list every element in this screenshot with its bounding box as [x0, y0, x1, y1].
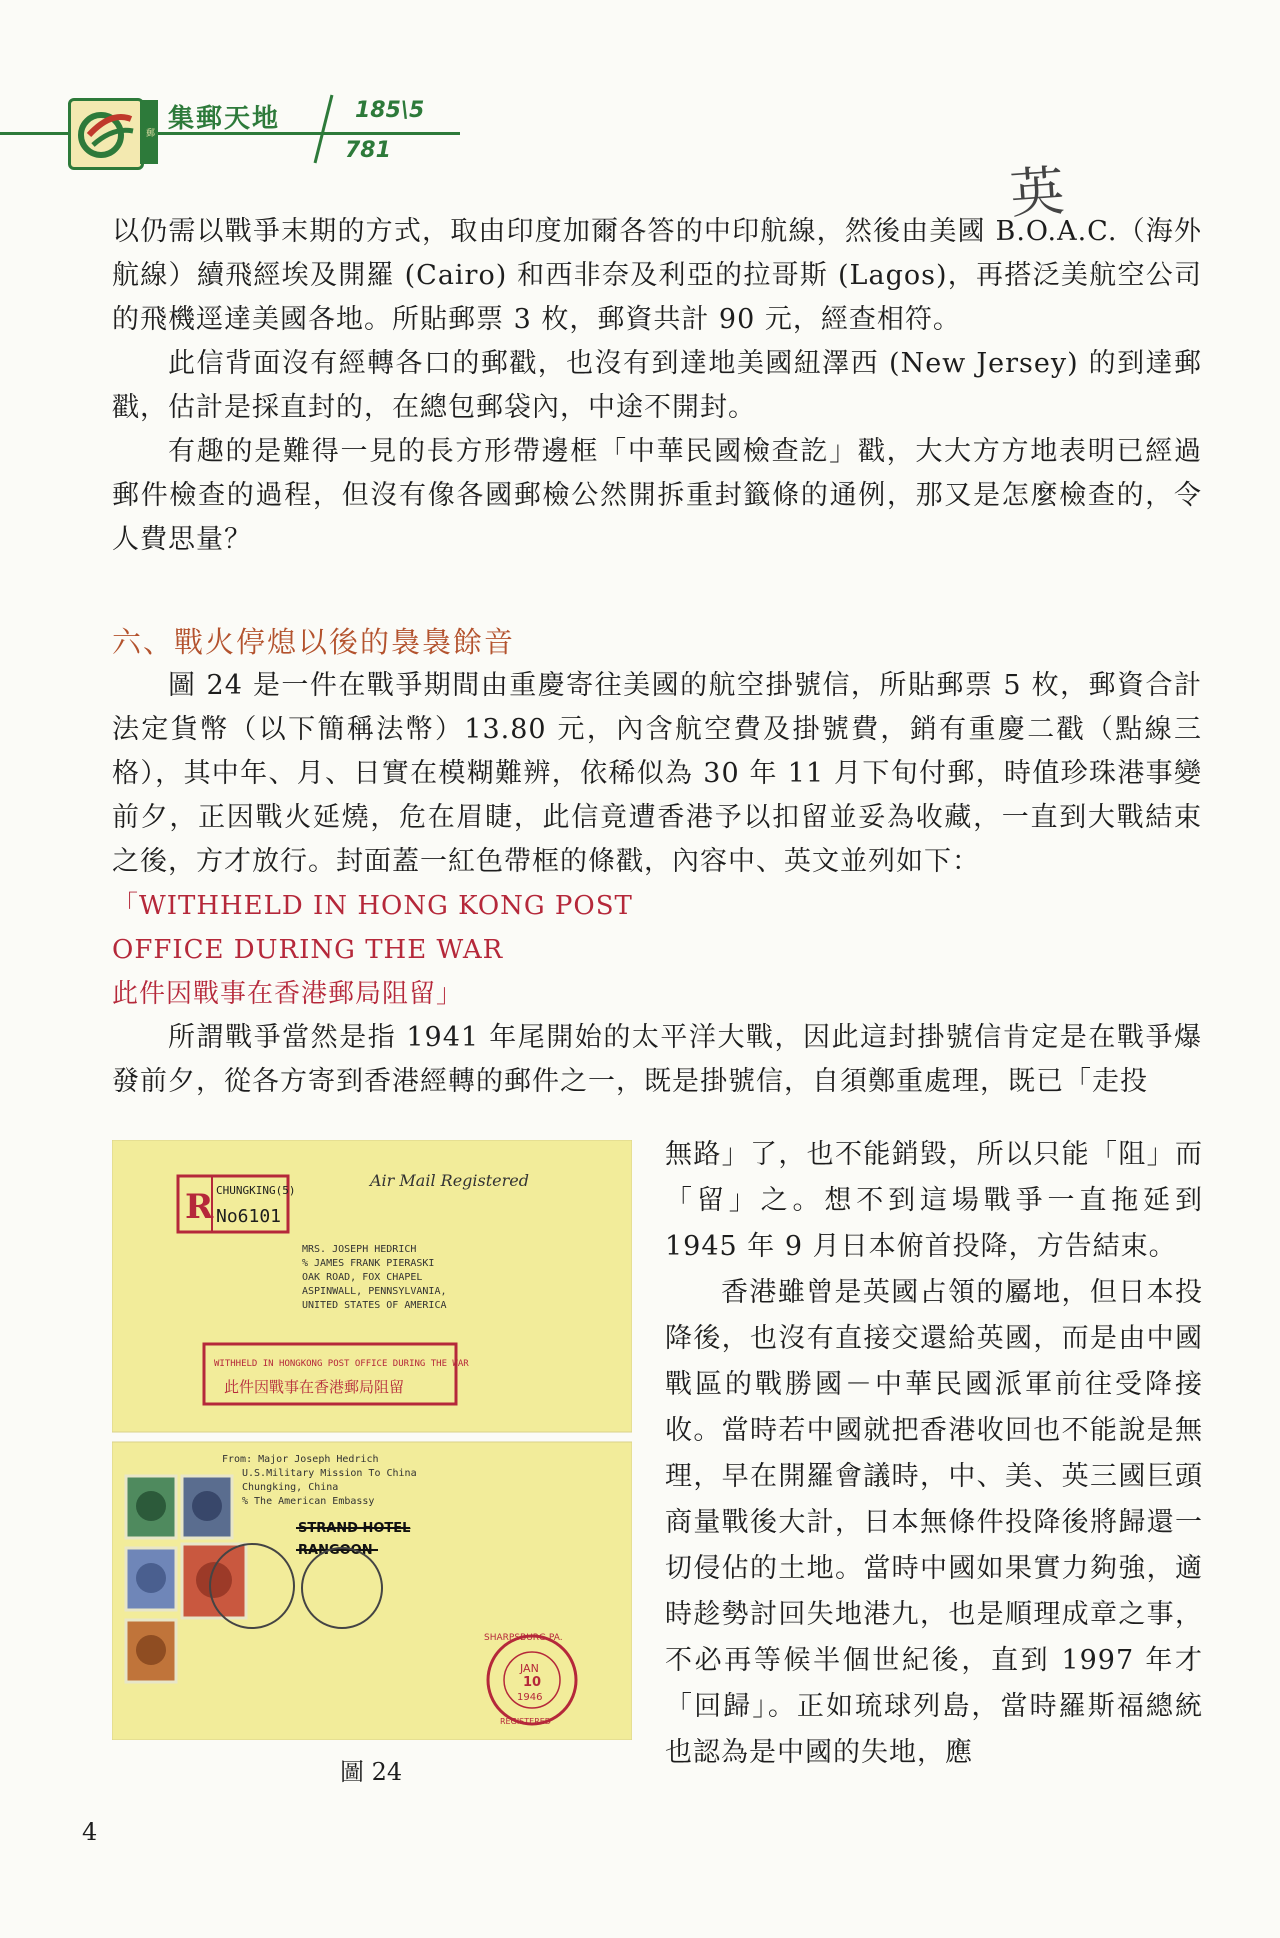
- address-line-1: MRS. JOSEPH HEDRICH: [302, 1244, 417, 1255]
- struck-hotel: STRAND HOTEL: [298, 1521, 411, 1536]
- figure-24-envelope: [112, 1140, 632, 1740]
- logo-emblem-icon: [71, 101, 141, 167]
- quote-line-2: OFFICE DURING THE WAR: [112, 935, 504, 965]
- envelope-image: [112, 1140, 632, 1740]
- paragraph-1: 以仍需以戰爭末期的方式，取由印度加爾各答的中印航線，然後由美國 B.O.A.C.（海外航線）續飛經埃及開羅 (Cairo) 和西非奈及利亞的拉哥斯 (Lagos)，再搭泛美航空公司的飛機逕達美國各地。所貼郵票 3 枚，郵資共計 90 元，經查相符。: [112, 216, 1202, 335]
- magazine-logo: [68, 98, 144, 170]
- section-title: 六、戰火停熄以後的裊裊餘音: [112, 625, 516, 659]
- address-line-2: % JAMES FRANK PIERASKI: [302, 1258, 435, 1269]
- figure-caption: 圖 24: [340, 1758, 403, 1786]
- sender-line-2: U.S.Military Mission To China: [242, 1468, 417, 1479]
- withheld-cachet-english: WITHHELD IN HONGKONG POST OFFICE DURING THE WAR: [214, 1359, 469, 1369]
- body-text-right-column: [665, 1132, 1203, 1776]
- airmail-note: Air Mail Registered: [370, 1171, 529, 1190]
- paragraph-7: 香港雖曾是英國占領的屬地，但日本投降後，也沒有直接交還給英國，而是由中國戰區的戰勝國－中華民國派軍前往受降接收。當時若中國就把香港收回也不能說是無理，早在開羅會議時，中、美、英三國巨頭商量戰後大計，日本無條件投降後將歸還一切侵佔的土地。當時中國如果實力夠強，適時趁勢討回失地港九，也是順理成章之事，不必再等候半個世紀後，直到 1997 年才「回歸」。正如琉球列島，當時羅斯福總統也認為是中國的失地，應: [665, 1277, 1203, 1768]
- sender-line-3: Chungking, China: [242, 1482, 339, 1493]
- registration-r: R: [185, 1187, 214, 1227]
- issue-number-bottom: 781: [345, 138, 391, 163]
- registration-number: No6101: [216, 1206, 282, 1227]
- registration-office: CHUNGKING(5): [216, 1184, 296, 1197]
- quote-line-3: 此件因戰事在香港郵局阻留」: [112, 979, 464, 1009]
- paragraph-5: 所謂戰爭當然是指 1941 年尾開始的太平洋大戰，因此這封掛號信肯定是在戰爭爆發前夕，從各方寄到香港經轉的郵件之一，既是掛號信，自須鄭重處理，既已「走投: [112, 1022, 1202, 1097]
- issue-number-top: 185\5: [355, 98, 425, 123]
- paragraph-6: 無路」了，也不能銷毀，所以只能「阻」而「留」之。想不到這場戰爭一直拖延到 1945 年 9 月日本俯首投降，方告結束。: [665, 1139, 1203, 1262]
- address-line-3: OAK ROAD, FOX CHAPEL: [302, 1272, 423, 1283]
- address-line-4: ASPINWALL, PENNSYLVANIA,: [302, 1286, 447, 1297]
- logo-side-label: 郵: [140, 100, 158, 164]
- sender-line-4: % The American Embassy: [242, 1496, 375, 1507]
- backstamp-registered: REGISTERED: [500, 1717, 551, 1726]
- struck-city: RANGOON: [298, 1543, 373, 1558]
- magazine-header: [0, 92, 470, 172]
- withheld-cachet-chinese: 此件因戰事在香港郵局阻留: [224, 1378, 405, 1396]
- page-number: 4: [82, 1818, 98, 1846]
- issue-divider: [314, 95, 334, 164]
- backstamp-day: 10: [523, 1675, 542, 1690]
- backstamp-town: SHARPSBURG PA.: [484, 1633, 563, 1643]
- body-text-top: [112, 210, 1202, 562]
- section-block: [112, 620, 1202, 1104]
- backstamp-month: JAN: [520, 1662, 539, 1675]
- paragraph-4: 圖 24 是一件在戰爭期間由重慶寄往美國的航空掛號信，所貼郵票 5 枚，郵資合計法定貨幣（以下簡稱法幣）13.80 元，內含航空費及掛號費，銷有重慶二戳（點線三格），其中年、月、日實在模糊難辨，依稀似為 30 年 11 月下旬付郵，時值珍珠港事變前夕，正因戰火延燒，危在眉睫，此信竟遭香港予以扣留並妥為收藏，一直到大戰結束之後，方才放行。封面蓋一紅色帶框的條戳，內容中、英文並列如下：: [112, 670, 1202, 877]
- paragraph-2: 此信背面沒有經轉各口的郵戳，也沒有到達地美國紐澤西 (New Jersey) 的到達郵戳，估計是採直封的，在總包郵袋內，中途不開封。: [112, 348, 1202, 423]
- magazine-title: 集郵天地: [168, 104, 281, 134]
- backstamp-year: 1946: [517, 1692, 543, 1703]
- paragraph-3: 有趣的是難得一見的長方形帶邊框「中華民國檢查訖」戳，大大方方地表明已經過郵件檢查的過程，但沒有像各國郵檢公然開拆重封籤條的通例，那又是怎麼檢查的，令人費思量？: [112, 436, 1202, 555]
- quote-line-1: 「WITHHELD IN HONG KONG POST: [112, 891, 633, 921]
- sender-line-1: From: Major Joseph Hedrich: [222, 1454, 379, 1465]
- handwritten-annotation: 英: [1008, 159, 1067, 226]
- address-line-5: UNITED STATES OF AMERICA: [302, 1300, 447, 1311]
